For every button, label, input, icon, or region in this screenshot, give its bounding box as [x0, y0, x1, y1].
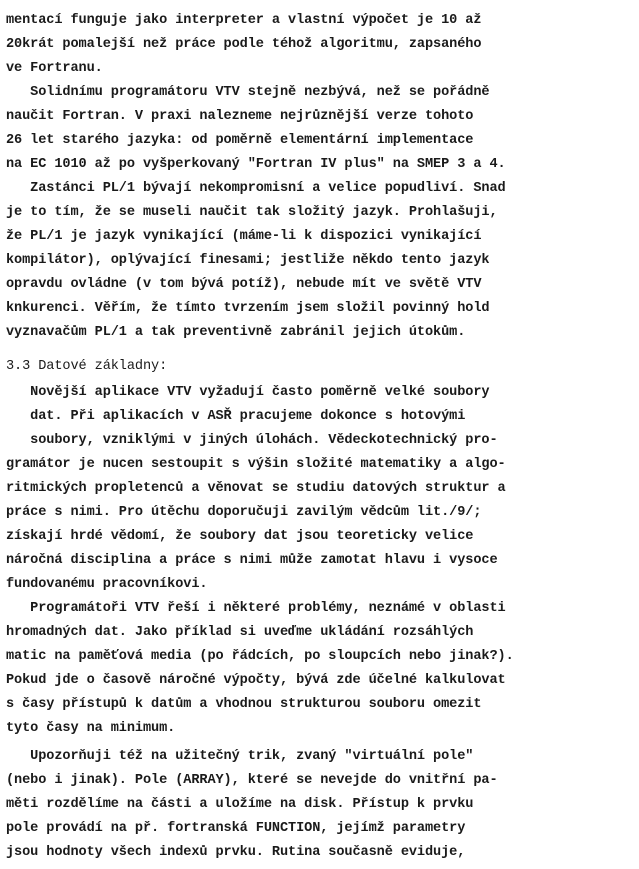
text-line: ve Fortranu. [6, 61, 103, 76]
text-line: knkurenci. Věřím, že tímto tvrzením jsem složil povinný hold [6, 301, 490, 316]
text-line: ritmických propletenců a věnovat se studiu datových struktur a [6, 481, 506, 496]
text-line: vyznavačům PL/1 a tak preventivně zabránil jejich útokům. [6, 325, 466, 340]
text-line: gramátor je nucen sestoupit s výšin složité matematiky a algo- [6, 457, 506, 472]
text-line: náročná disciplina a práce s nimi může zamotat hlavu i vysoce [6, 553, 498, 568]
text-line: Solidnímu programátoru VTV stejně nezbývá, než se pořádně [6, 85, 490, 100]
text-line: kompilátor), oplývající finesami; jestliže někdo tento jazyk [6, 253, 490, 268]
text-line: tyto časy na minimum. [6, 721, 176, 736]
text-line: jsou hodnoty všech indexů prvku. Rutina současně eviduje, [6, 845, 466, 860]
text-line: na EC 1010 až po vyšperkovaný "Fortran IV plus" na SMEP 3 a 4. [6, 157, 506, 172]
text-line: Upozorňuji též na užitečný trik, zvaný "virtuální pole" [6, 749, 474, 764]
section-heading: 3.3 Datové základny: [6, 359, 168, 374]
text-line: naučit Fortran. V praxi nalezneme nejrůznější verze tohoto [6, 109, 474, 124]
text-line: (nebo i jinak). Pole (ARRAY), které se nevejde do vnitřní pa- [6, 773, 498, 788]
text-line: opravdu ovládne (v tom bývá potíž), nebude mít ve světě VTV [6, 277, 482, 292]
text-line: fundovanému pracovníkovi. [6, 577, 208, 592]
text-line: Novější aplikace VTV vyžadují často poměrně velké soubory [6, 385, 490, 400]
text-line: měti rozdělíme na části a uložíme na disk. Přístup k prvku [6, 797, 474, 812]
text-line: 20krát pomalejší než práce podle téhož algoritmu, zapsaného [6, 37, 482, 52]
text-line: mentací funguje jako interpreter a vlastní výpočet je 10 až [6, 13, 482, 28]
text-line: 26 let starého jazyka: od poměrně elementární implementace [6, 133, 474, 148]
text-line: Pokud jde o časově náročné výpočty, bývá zde účelné kalkulovat [6, 673, 506, 688]
text-line: že PL/1 je jazyk vynikající (máme-li k dispozici vynikající [6, 229, 482, 244]
text-line: práce s nimi. Pro útěchu doporučuji zavilým vědcům lit./9/; [6, 505, 482, 520]
text-line: dat. Při aplikacích v ASŘ pracujeme dokonce s hotovými [6, 409, 466, 424]
text-line: získají hrdé vědomí, že soubory dat jsou teoreticky velice [6, 529, 474, 544]
text-line: matic na paměťová media (po řádcích, po sloupcích nebo jinak?). [6, 649, 514, 664]
text-line: Zastánci PL/1 bývají nekompromisní a velice popudliví. Snad [6, 181, 506, 196]
text-line: pole provádí na př. fortranská FUNCTION, jejímž parametry [6, 821, 466, 836]
text-line: s časy přístupů k datům a vhodnou strukturou souboru omezit [6, 697, 482, 712]
text-line: je to tím, že se museli naučit tak složitý jazyk. Prohlašuji, [6, 205, 498, 220]
text-line: hromadných dat. Jako příklad si uveďme ukládání rozsáhlých [6, 625, 474, 640]
text-line: soubory, vzniklými v jiných úlohách. Vědeckotechnický pro- [6, 433, 498, 448]
text-line: Programátoři VTV řeší i některé problémy, neznámé v oblasti [6, 601, 506, 616]
